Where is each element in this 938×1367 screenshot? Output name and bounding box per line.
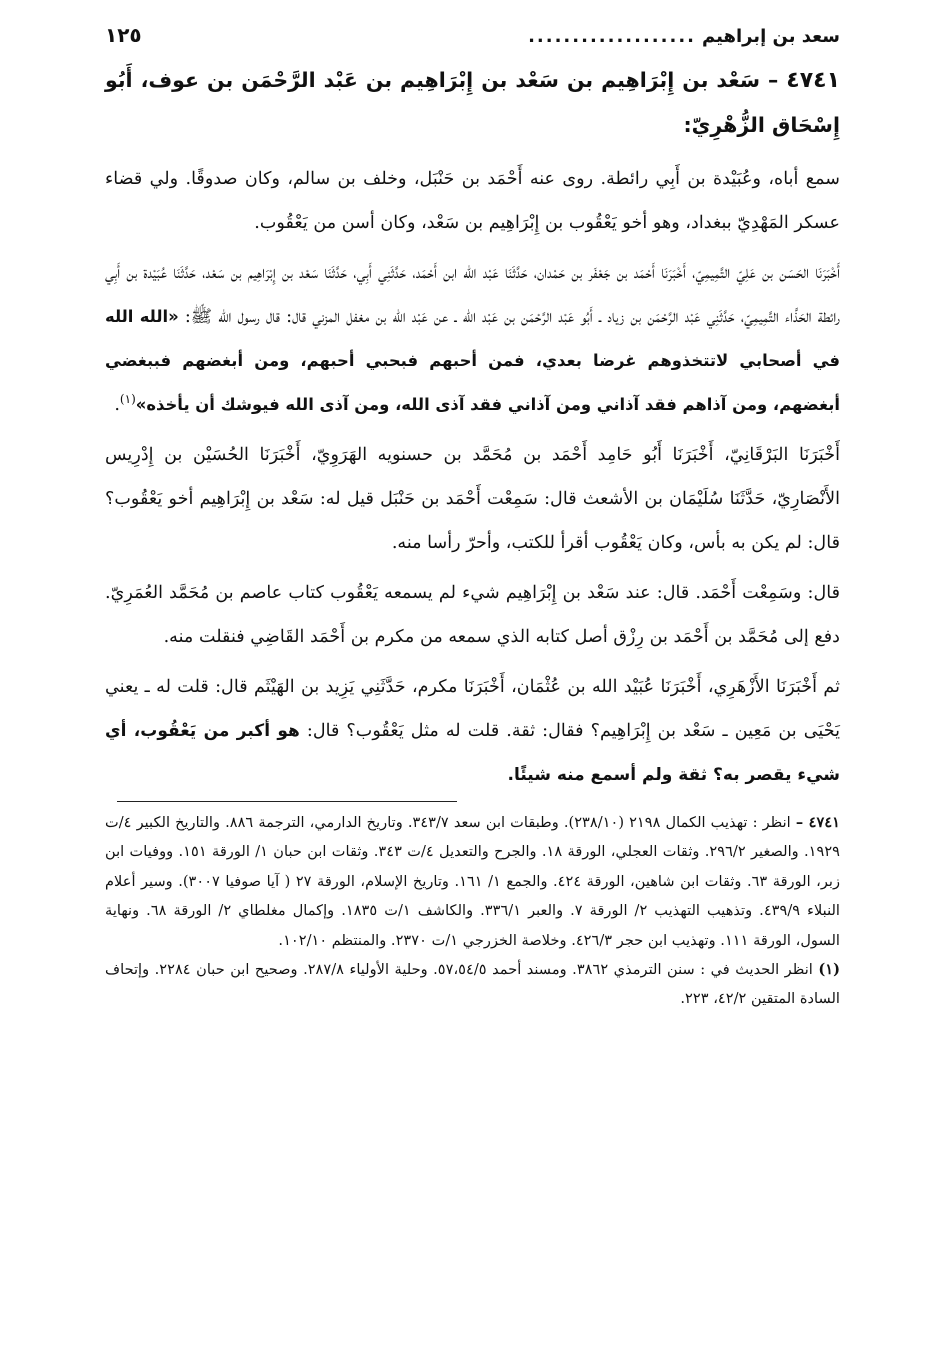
paragraph-ibn-main <box>105 665 840 797</box>
paragraph-ahmad-report: أَخْبَرَنَا البَرْقَانِيّ، أَخْبَرَنَا أَبُو حَامِد أَحْمَد بن مُحَمَّد بن حسنويه الهَرَوِيّ، أَخْبَرَنَا الحُسَيْن بن إِدْرِيس الأَنْصَارِيّ، حَدَّثَنَا سُلَيْمَان بن الأشعث قال: سَمِعْت أَحْمَد بن حَنْبَل قيل له: سَعْد بن إِبْرَاهِيم أخو يَعْقُوب؟ قال: لم يكن به بأس، وكان يَعْقُوب أقرأ للكتب، وأحرّ رأسا منه. <box>105 445 840 553</box>
book-page <box>105 22 840 1014</box>
entry-heading <box>105 58 840 147</box>
paragraph-kitab-asim: قال: وسَمِعْت أَحْمَد. قال: عند سَعْد بن إِبْرَاهِيم شيء لم يسمعه يَعْقُوب كتاب عاصم بن مُحَمَّد العُمَرِيّ. دفع إلى مُحَمَّد بن أَحْمَد بن رِزْق أصل كتابه الذي سمعه من مكرم بن أَحْمَد القَاضِي فنقلت منه. <box>105 583 840 647</box>
page-number: ١٢٥ <box>105 23 142 47</box>
footnote-hadith-sources <box>105 955 840 1014</box>
ibn-main-verdict: هو أكبر من يَعْقُوب، أي شيء يقصر به؟ ثقة ولم أسمع منه شيئًا. <box>105 721 840 785</box>
paragraph-hadith-chain <box>105 251 840 427</box>
footnote-marker: (١) <box>119 392 136 407</box>
hadith-text: «الله الله في أصحابي لاتتخذوهم غرضا بعدي، فمن أحبهم فبحبي أحبهم، ومن أبغضهم فببغضي أبغضهم، ومن آذاهم فقد آذاني ومن آذاني فقد آذى الله، ومن آذى الله فيوشك أن يأخذه» <box>105 307 840 414</box>
footnote-number: ٤٧٤١ – <box>795 814 840 831</box>
hadith-end: . <box>114 395 120 415</box>
footnotes <box>105 808 840 1014</box>
running-head-leader-dots: ................... <box>528 26 696 47</box>
paragraph-biography: سمع أباه، وعُبَيْدة بن أَبِي رائطة. روى عنه أَحْمَد بن حَنْبَل، وخلف بن سالم، وكان صدوقًا. ولي قضاء عسكر المَهْدِيّ ببغداد، وهو أخو يَعْقُوب بن إِبْرَاهِيم بن سَعْد، وكان أسن من يَعْقُوب. <box>105 169 840 233</box>
ibn-main-report: ثم أَخْبَرَنَا الأَزْهَرِي، أَخْبَرَنَا عُبَيْد الله بن عُثْمَان، أَخْبَرَنَا مكرم، حَدَّثَنِي يَزِيد بن الهَيْثَم قال: قلت له ـ يعني يَحْيَى بن مَعِين ـ سَعْد بن إِبْرَاهِيم؟ فقال: ثقة. قلت له مثل يَعْقُوب؟ قال: <box>105 677 840 741</box>
entry-number: ٤٧٤١ <box>786 68 841 93</box>
footnote-entry-sources <box>105 808 840 955</box>
footnote-text: انظر الحديث في : سنن الترمذي ٣٨٦٢. ومسند أحمد ٥٧،٥٤/٥. وحلية الأولياء ٢٨٧/٨. وصحيح ابن حبان ٢٢٨٤. وإتحاف السادة المتقين ٤٢/٢، ٢٢٣. <box>105 961 840 1008</box>
entry-title: سَعْد بن إِبْرَاهِيم بن سَعْد بن إِبْرَاهِيم بن عَبْد الرَّحْمَن بن عوف، أَبُو إِسْحَاق الزُّهْرِيّ: <box>105 68 840 137</box>
entry-dash: – <box>760 68 787 92</box>
running-head-title: سعد بن إبراهيم <box>702 26 840 47</box>
footnote-separator-rule <box>117 801 457 802</box>
footnote-text: انظر : تهذيب الكمال ٢١٩٨ (٢٣٨/١٠). وطبقات ابن سعد ٣٤٣/٧. وتاريخ الدارمي، الترجمة ٨٨٦. والتاريخ الكبير ٤/ت ١٩٢٩. والصغير ٢٩٦/٢. وثقات العجلي، الورقة ١٨. والجرح والتعديل ٤/ت ٣٤٣. وثقات ابن حبان ١/ الورقة ١٥١. ووفيات ابن زبر، الورقة ٦٣. وثقات ابن شاهين، الورقة ٤٢٤. والجمع ١/ ١٦١. وتاريخ الإسلام، الورقة ٢٧ ( آيا صوفيا ٣٠٠٧). وسير أعلام النبلاء ٤٣٩/٩. وتذهيب التهذيب ٢/ الورقة ٧. والعبر ٣٣٦/١. والكاشف ١/ت ١٨٣٥. وإكمال مغلطاي ٢/ الورقة ٦٨. ونهاية السول، الورقة ١١١. وتهذيب ابن حجر ٤٢٦/٣. وخلاصة الخزرجي ١/ت ٢٣٧٠. والمنتظم ١٠٢/١٠. <box>105 814 841 949</box>
footnote-number: (١) <box>818 961 840 979</box>
isnad-text: أَخْبَرَنَا الحَسَن بن عَلِيّ التَّمِيمِيّ، أَخْبَرَنَا أَحْمَد بن جَعْفَر بن حَمْدان، حَدَّثَنَا عَبْد الله ابن أَحْمَد، حَدَّثَنِي أَبِي، حَدَّثَنَا سَعْد بن إِبْرَاهِيم بن سَعْد، حَدَّثَنَا عُبَيْدة بن أَبِي رائطة الحَذَّاء التَّمِيمِيّ، حَدَّثَنِي عَبْد الرَّحْمَن بن زياد ـ أَبُو عَبْد الرَّحْمَن بن عَبْد الله ـ عن عَبْد الله بن مغفل المزني قال: قال رسول الله ﷺ: <box>105 263 840 327</box>
running-head <box>105 22 840 50</box>
